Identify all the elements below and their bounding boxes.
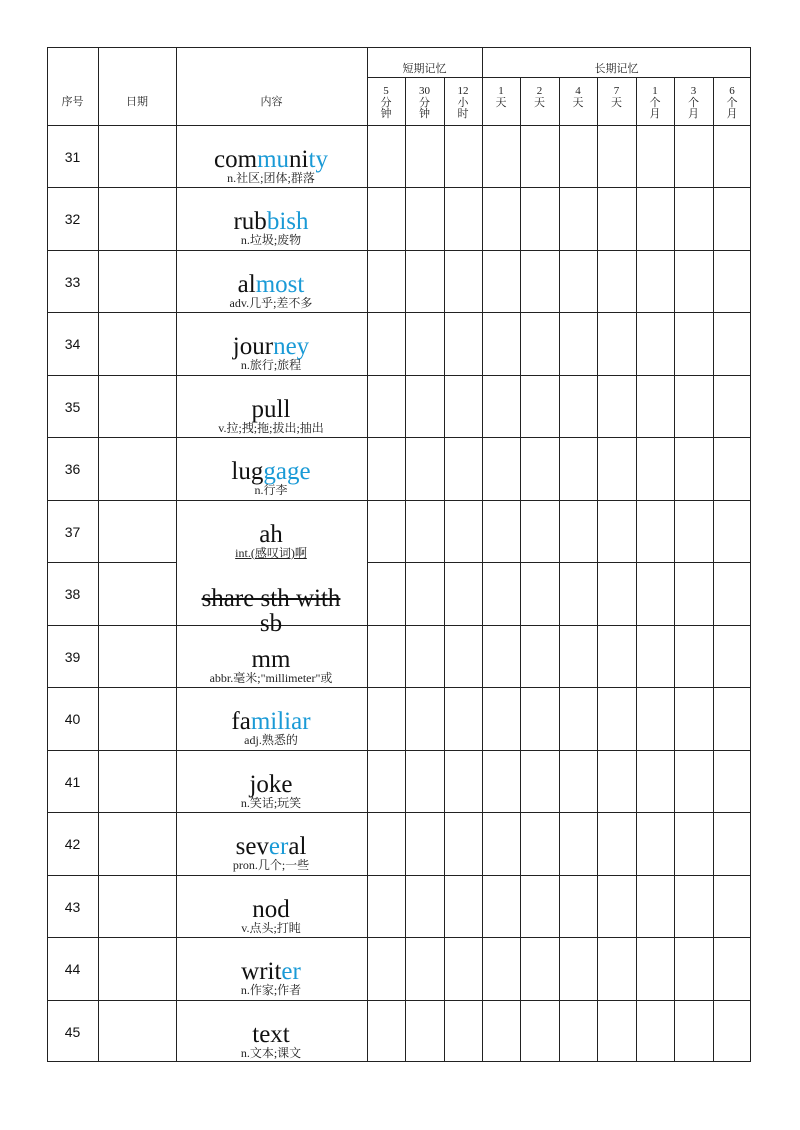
- interval-header-char: 月: [726, 108, 738, 120]
- word-syllable: jour: [232, 333, 274, 361]
- interval-header-char: 时: [457, 108, 469, 120]
- word-meaning: abbr.毫米;"millimeter"或: [209, 670, 333, 685]
- row-number: 38: [64, 586, 81, 603]
- vocab-word: [176, 397, 366, 422]
- interval-header: [674, 86, 713, 121]
- highlighted-syllable: bish: [266, 208, 309, 236]
- row-number: 31: [64, 149, 81, 165]
- word-meaning: n.作家;作者: [240, 983, 302, 998]
- interval-header-char: 天: [534, 96, 545, 109]
- word-meaning: adj.熟悉的: [244, 733, 298, 748]
- word-meaning: n.行李: [254, 483, 288, 498]
- row-number: 45: [64, 1023, 81, 1040]
- word-syllable: fa: [231, 708, 251, 736]
- interval-header: [713, 86, 751, 121]
- row-number: 39: [64, 648, 81, 665]
- highlighted-syllable: most: [255, 270, 305, 298]
- vocab-word: [176, 647, 366, 672]
- row-number: 44: [64, 961, 81, 978]
- word-meaning: pron.几个;一些: [232, 858, 310, 873]
- word-syllable: al: [288, 833, 307, 861]
- table-grid: [47, 47, 751, 1062]
- vocab-word: [176, 459, 366, 484]
- interval-header-char: 1: [498, 85, 504, 97]
- word-meaning: n.笑话;玩笑: [240, 795, 302, 810]
- row-number: 43: [64, 898, 81, 915]
- word-syllable: ni: [289, 146, 309, 173]
- word-syllable: pull: [251, 395, 291, 423]
- vocab-word: [176, 334, 366, 359]
- interval-header-char: 3: [690, 85, 697, 97]
- interval-header-char: 天: [495, 96, 507, 109]
- vocab-entry: [176, 459, 366, 497]
- word-syllable: lug: [231, 458, 264, 486]
- long-term-header: 长期记忆: [594, 63, 639, 75]
- word-meaning: v.拉;拽;拖;拔出;抽出: [218, 420, 324, 435]
- vocab-word: [176, 1022, 366, 1047]
- vocab-entry: [176, 647, 366, 685]
- vocab-word: [176, 209, 366, 234]
- highlighted-syllable: er: [268, 833, 289, 861]
- vocab-entry: [176, 772, 366, 810]
- interval-header-char: 1: [652, 85, 658, 97]
- word-meaning: v.点头;打盹: [241, 920, 301, 935]
- vocabulary-review-table: [47, 47, 751, 1062]
- interval-header: [482, 86, 520, 109]
- interval-header: [559, 86, 597, 109]
- word-meaning: n.文本;课文: [240, 1045, 302, 1060]
- vocab-word: [176, 522, 366, 547]
- interval-header: [597, 86, 636, 109]
- interval-header-char: 小: [457, 96, 469, 109]
- interval-header: [636, 86, 674, 121]
- vocab-word: [176, 897, 366, 922]
- vocab-entry: [176, 897, 366, 935]
- vocab-entry: [176, 334, 366, 372]
- vocab-word: [176, 272, 366, 297]
- interval-header-char: 12: [457, 85, 469, 97]
- vocab-entry: [176, 709, 366, 747]
- interval-header-char: 2: [536, 85, 543, 97]
- vocab-word: [176, 772, 366, 797]
- word-syllable: text: [252, 1020, 290, 1048]
- highlighted-syllable: mili: [250, 708, 292, 736]
- word-meaning: n.社区;团体;群落: [227, 171, 315, 185]
- row-number: 42: [64, 836, 81, 853]
- interval-header-char: 6: [729, 85, 735, 97]
- interval-header-char: 个: [649, 96, 661, 109]
- interval-header-char: 5: [383, 85, 389, 97]
- interval-header: [405, 86, 444, 121]
- interval-header: [520, 86, 559, 109]
- row-number: 33: [64, 273, 81, 290]
- vocab-word: [176, 959, 366, 984]
- interval-header-char: 7: [613, 85, 620, 97]
- row-number: 40: [64, 711, 81, 728]
- interval-header-char: 分: [380, 96, 392, 109]
- word-syllable: writ: [241, 958, 282, 986]
- vocab-entry: [176, 522, 366, 560]
- word-syllable: sb: [259, 610, 283, 638]
- index-column-header: 序号: [61, 96, 84, 108]
- highlighted-syllable: ar: [291, 708, 311, 736]
- interval-header-char: 天: [611, 96, 622, 109]
- row-number: 35: [64, 398, 81, 415]
- interval-header: [444, 86, 482, 121]
- interval-header-char: 个: [726, 96, 738, 109]
- vocab-word: [176, 834, 366, 859]
- word-syllable: share sth with: [201, 585, 341, 613]
- interval-header-char: 30: [419, 85, 430, 97]
- highlighted-syllable: ney: [273, 333, 310, 361]
- word-meaning: adv.几乎;差不多: [229, 295, 313, 310]
- interval-header: [367, 86, 405, 121]
- interval-header-char: 天: [572, 96, 584, 109]
- word-syllable: ah: [259, 520, 283, 548]
- vocab-entry: [176, 209, 366, 247]
- vocab-entry: [176, 397, 366, 435]
- word-meaning: int.(感叹词)啊: [235, 545, 307, 560]
- vocab-entry: [176, 1022, 366, 1060]
- vocab-word: [176, 709, 366, 734]
- word-meaning: n.旅行;旅程: [240, 358, 302, 373]
- content-column-header: 内容: [260, 96, 283, 108]
- word-meaning: n.垃圾;废物: [240, 233, 302, 248]
- row-number: 37: [64, 523, 81, 540]
- interval-header-char: 月: [649, 108, 661, 120]
- row-number: 41: [64, 773, 81, 790]
- interval-header-char: 月: [688, 108, 699, 120]
- vocab-word: [176, 586, 366, 636]
- highlighted-syllable: ty: [308, 146, 328, 173]
- row-number: 36: [64, 461, 81, 478]
- vocab-entry: [176, 272, 366, 310]
- word-syllable: al: [237, 270, 256, 298]
- highlighted-syllable: er: [281, 958, 301, 986]
- interval-header-char: 4: [575, 85, 581, 97]
- highlighted-syllable: gage: [263, 458, 311, 486]
- vocab-entry: [176, 834, 366, 872]
- highlighted-syllable: mu: [257, 146, 290, 173]
- word-syllable: sev: [235, 833, 269, 861]
- interval-header-char: 分: [419, 96, 430, 109]
- word-syllable: nod: [252, 895, 290, 923]
- word-syllable: joke: [249, 770, 293, 798]
- row-number: 32: [64, 211, 81, 228]
- date-column-header: 日期: [126, 96, 148, 108]
- word-syllable: rub: [233, 208, 267, 236]
- short-term-header: 短期记忆: [402, 63, 447, 75]
- interval-header-char: 个: [688, 96, 699, 109]
- word-syllable: com: [214, 146, 258, 173]
- interval-header-char: 钟: [419, 108, 430, 120]
- vocab-word: [176, 147, 366, 172]
- vocab-entry: [176, 147, 366, 185]
- word-syllable: mm: [251, 645, 291, 673]
- interval-header-char: 钟: [380, 108, 392, 120]
- vocab-entry: [176, 586, 366, 636]
- vocab-entry: [176, 959, 366, 997]
- row-number: 34: [64, 336, 81, 353]
